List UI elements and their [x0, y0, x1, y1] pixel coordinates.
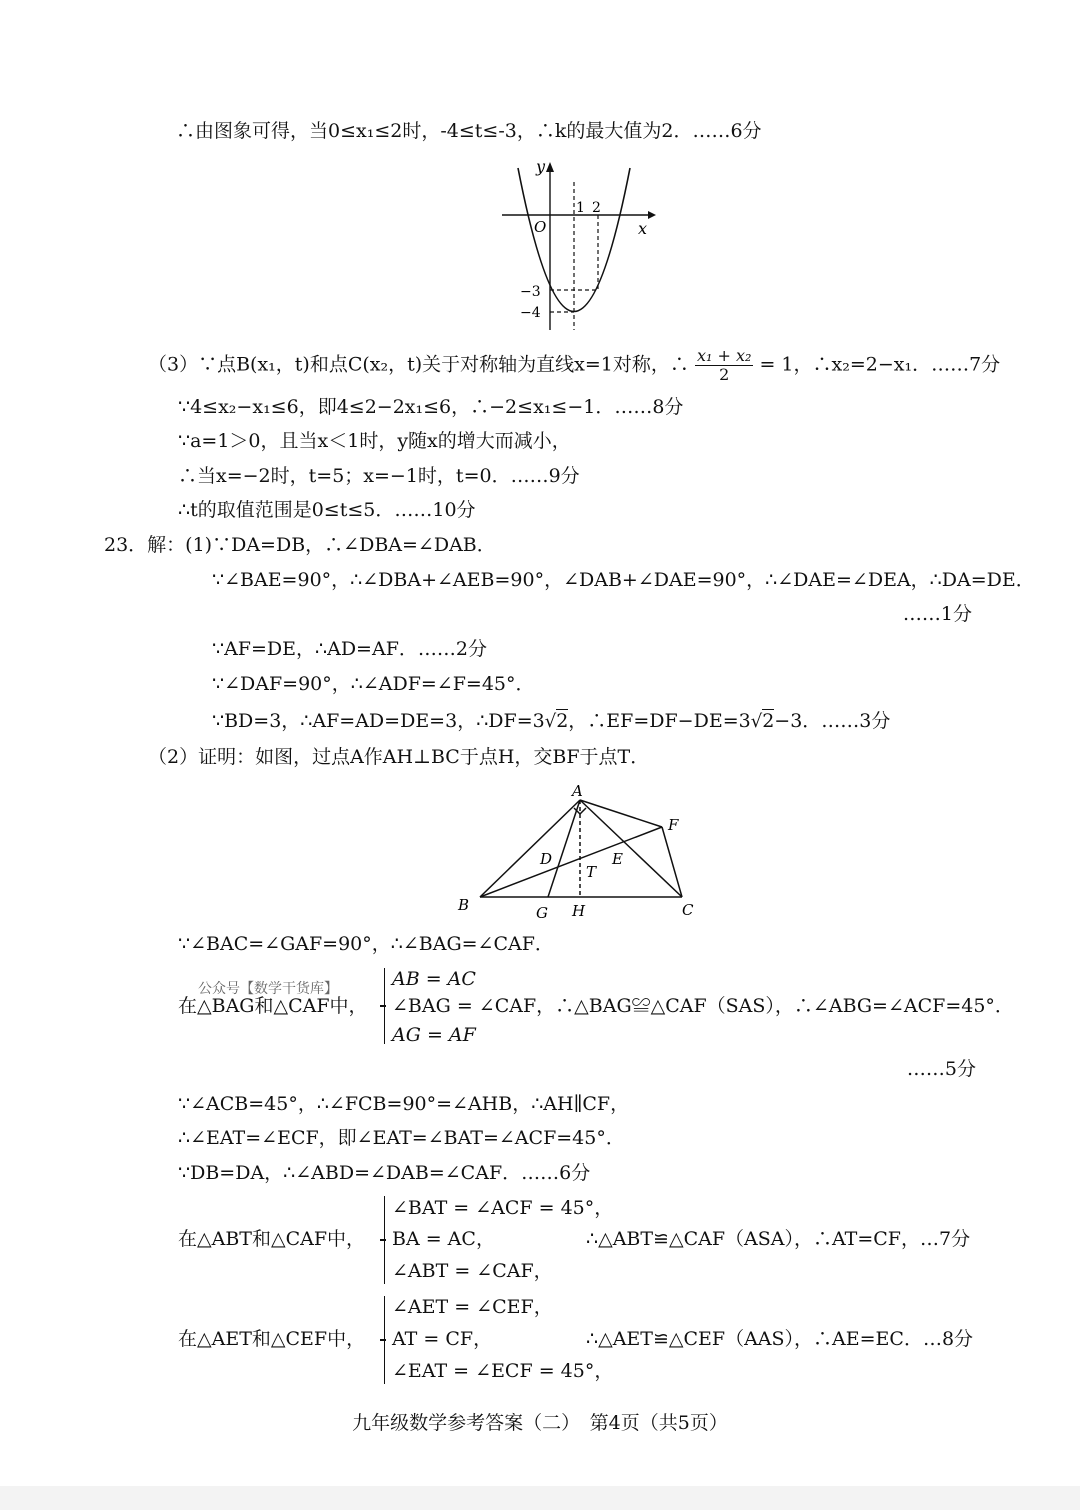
- system1-cond1: AB = AC: [392, 968, 476, 990]
- system3-brace-tick: [380, 1339, 386, 1341]
- sqrt-radicand-2: 2: [762, 710, 775, 732]
- score-1: ……1分: [902, 603, 972, 625]
- system2-result: ∴△ABT≌△CAF（ASA），∴AT=CF，…7分: [586, 1228, 971, 1250]
- sqrt-sign-1: √: [544, 711, 557, 732]
- line-12-e: −3．……3分: [774, 710, 891, 732]
- system1-brace-tick: [380, 1005, 386, 1007]
- text-line-19: ∵DB=DA，∴∠ABD=∠DAB=∠CAF．……6分: [178, 1162, 591, 1184]
- text-line-13: （2）证明：如图，过点A作AH⊥BC于点H，交BF于点T．: [148, 746, 650, 768]
- point-E-label: E: [612, 850, 623, 868]
- text-line-8: ∵∠BAE=90°，∴∠DBA+∠AEB=90°，∠DAB+∠DAE=90°，∴∠DAE=∠DEA，∴DA=DE．: [212, 569, 1035, 591]
- tick-label-1: 1: [576, 200, 585, 216]
- system2-cond2: BA = AC，: [392, 1228, 495, 1250]
- text-line-3: ∵4≤x₂−x₁≤6，即4≤2−2x₁≤6，∴−2≤x₁≤−1．……8分: [178, 396, 684, 418]
- system1-cond3: AG = AF: [392, 1024, 476, 1046]
- system3-cond2: AT = CF，: [392, 1328, 493, 1350]
- text-line-17: ∵∠ACB=45°，∴∠FCB=90°=∠AHB，∴AH∥CF，: [178, 1093, 630, 1115]
- y-axis-label: y: [536, 157, 546, 176]
- system2-prefix: 在△ABT和△CAF中，: [178, 1228, 366, 1250]
- tick-label-minus3: −3: [520, 284, 541, 300]
- text-line-10: ∵AF=DE，∴AD=AF．……2分: [212, 638, 487, 660]
- segment-BF: [480, 827, 662, 897]
- fraction: [695, 348, 753, 383]
- x-axis-label: x: [638, 219, 648, 238]
- text-line-2: [148, 348, 1000, 383]
- page-footer: 九年级数学参考答案（二） 第4页（共5页）: [352, 1412, 728, 1434]
- y-axis-arrow: [546, 162, 554, 172]
- point-F-label: F: [668, 816, 679, 834]
- line-12-a: ∵BD=3，∴AF=AD=DE=3，∴DF=3: [212, 710, 545, 732]
- fraction-numerator: x₁ + x₂: [696, 346, 752, 365]
- point-A-label: A: [572, 782, 583, 800]
- segment-AC: [580, 800, 682, 897]
- system3-prefix: 在△AET和△CEF中，: [178, 1328, 366, 1350]
- bottom-bar: [0, 1486, 1080, 1510]
- sqrt-radicand-1: 2: [556, 710, 569, 732]
- system2-brace-tick: [380, 1239, 386, 1241]
- system3-cond1: ∠AET = ∠CEF，: [392, 1296, 553, 1318]
- system2-cond1: ∠BAT = ∠ACF = 45°，: [392, 1197, 614, 1219]
- origin-label: O: [534, 218, 547, 236]
- tick-label-minus4: −4: [520, 305, 541, 321]
- text-line-14: ∵∠BAC=∠GAF=90°，∴∠BAG=∠CAF．: [178, 933, 554, 955]
- text-line-12: [212, 712, 890, 731]
- point-T-label: T: [586, 863, 597, 881]
- system1-prefix: 在△BAG和△CAF中，: [178, 995, 368, 1017]
- text-line-7: 23．解：(1)∵DA=DB，∴∠DBA=∠DAB．: [104, 534, 496, 556]
- text-line-11: ∵∠DAF=90°，∴∠ADF=∠F=45°．: [212, 673, 535, 695]
- line-12-c: ，∴EF=DF−DE=3: [568, 710, 751, 732]
- system2-cond3: ∠ABT = ∠CAF，: [392, 1260, 553, 1282]
- fraction-denominator: 2: [719, 365, 730, 384]
- system1-cond2: ∠BAG = ∠CAF，∴△BAG≌△CAF（SAS），∴∠ABG=∠ACF=45°．: [392, 995, 1014, 1017]
- text-line-6: ∴t的取值范围是0≤t≤5．……10分: [178, 499, 476, 521]
- system3-result: ∴△AET≌△CEF（AAS），∴AE=EC．…8分: [586, 1328, 974, 1350]
- x-axis-arrow: [648, 211, 656, 219]
- segment-AF: [580, 800, 662, 827]
- sqrt-sign-2: √: [750, 711, 763, 732]
- tick-label-2: 2: [592, 200, 601, 216]
- text-line-18: ∴∠EAT=∠ECF，即∠EAT=∠BAT=∠ACF=45°．: [178, 1127, 625, 1149]
- text-line-4: ∵a=1＞0，且当x＜1时，y随x的增大而减小，: [178, 430, 571, 452]
- line-2-part-b: = 1，∴x₂=2−x₁．……7分: [759, 353, 1001, 376]
- parabola-graph: [490, 150, 670, 335]
- score-5: ……5分: [906, 1058, 976, 1080]
- point-B-label: B: [458, 896, 470, 914]
- watermark-text: 公众号【数学干货库】: [198, 981, 338, 997]
- text-line-1: ∴由图象可得，当0≤x₁≤2时，-4≤t≤-3，∴k的最大值为2．……6分: [176, 120, 762, 142]
- point-G-label: G: [536, 904, 548, 922]
- point-D-label: D: [540, 850, 553, 868]
- system3-cond3: ∠EAT = ∠ECF = 45°，: [392, 1360, 614, 1382]
- point-H-label: H: [572, 902, 586, 920]
- line-2-part-a: （3）∵点B(x₁，t)和点C(x₂，t)关于对称轴为直线x=1对称，∴: [148, 353, 689, 376]
- point-C-label: C: [682, 901, 694, 919]
- geometry-figure: [450, 780, 710, 925]
- text-line-5: ∴当x=−2时，t=5；x=−1时，t=0．……9分: [178, 465, 580, 487]
- segment-AB: [480, 800, 580, 897]
